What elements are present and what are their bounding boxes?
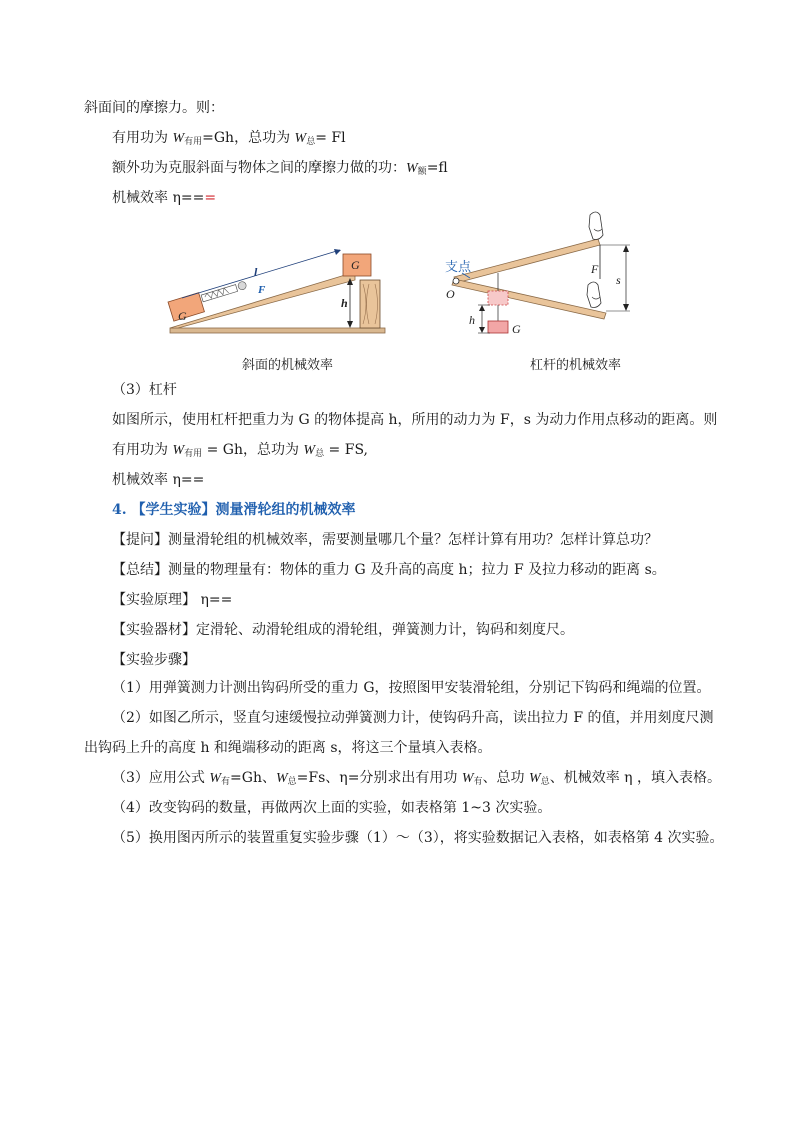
text: =Gh，总功为 bbox=[202, 130, 295, 146]
steps-title: 【实验步骤】 bbox=[112, 652, 196, 668]
symbol-W: W bbox=[172, 443, 185, 458]
useful-work-incline bbox=[112, 128, 346, 152]
hand-top bbox=[589, 212, 603, 240]
h-arrow-bottom bbox=[479, 327, 485, 333]
text: 机械效率 η== bbox=[112, 190, 205, 206]
subscript: 总 bbox=[540, 777, 550, 787]
section-lever-title: （3）杠杆 bbox=[112, 382, 177, 398]
symbol-W: W bbox=[172, 131, 185, 146]
subscript: 有 bbox=[473, 777, 483, 787]
label-pivot: 支点 bbox=[445, 259, 472, 274]
s-arrow-top bbox=[623, 245, 629, 252]
useful-work-lever bbox=[112, 440, 368, 464]
s-arrow-bottom bbox=[623, 304, 629, 311]
lever-upper bbox=[454, 239, 600, 283]
step-2-line-2: 出钩码上升的高度 h 和绳端移动的距离 s，将这三个量填入表格。 bbox=[84, 740, 492, 756]
efficiency-lever: 机械效率 η== bbox=[112, 472, 205, 488]
text: 有用功为 bbox=[112, 130, 173, 146]
symbol-W: W bbox=[209, 771, 222, 786]
spring-scale bbox=[201, 281, 247, 302]
lever-diagram bbox=[440, 205, 650, 345]
text: = Gh，总功为 bbox=[202, 442, 304, 458]
subscript: 有用 bbox=[184, 449, 203, 459]
symbol-W: W bbox=[275, 771, 288, 786]
subscript: 有用 bbox=[184, 137, 203, 147]
red-equals: = bbox=[204, 190, 217, 206]
incline-figure bbox=[160, 232, 400, 342]
label-l: l bbox=[254, 265, 258, 279]
subscript: 总 bbox=[315, 449, 325, 459]
efficiency-incline bbox=[112, 188, 216, 208]
principle: 【实验原理】 η== bbox=[112, 592, 233, 608]
text: 、总功 bbox=[482, 770, 530, 786]
support-block bbox=[360, 280, 380, 328]
text: 、机械效率 η ，填入表格。 bbox=[549, 770, 721, 786]
weight-solid bbox=[488, 321, 508, 333]
label-O: O bbox=[446, 287, 455, 301]
incline-caption: 斜面的机械效率 bbox=[242, 358, 334, 373]
label-F: F bbox=[591, 262, 599, 276]
symbol-W: W bbox=[294, 131, 307, 146]
step-3 bbox=[112, 768, 721, 792]
subscript: 总 bbox=[287, 777, 297, 787]
pivot-point bbox=[453, 278, 459, 284]
text: （3）应用公式 bbox=[112, 770, 210, 786]
lever-description: 如图所示，使用杠杆把重力为 G 的物体提高 h，所用的动力为 F，s 为动力作用点移动的距离。则 bbox=[112, 412, 718, 428]
subscript: 有 bbox=[221, 777, 231, 787]
h-arrow-top bbox=[479, 305, 485, 311]
label-G-top: G bbox=[351, 258, 360, 272]
label-h: h bbox=[341, 296, 348, 310]
l-arrow-head bbox=[334, 249, 341, 255]
text: 额外功为克服斜面与物体之间的摩擦力做的功： bbox=[112, 160, 406, 176]
text: =Gh、 bbox=[230, 770, 276, 786]
weight-dashed bbox=[488, 291, 508, 305]
equipment: 【实验器材】定滑轮、动滑轮组成的滑轮组，弹簧测力计，钩码和刻度尺。 bbox=[112, 622, 574, 638]
symbol-W: W bbox=[461, 771, 474, 786]
hand-bottom bbox=[587, 282, 601, 308]
subscript: 额 bbox=[417, 167, 427, 177]
text: =Fs、η=分别求出有用功 bbox=[296, 770, 462, 786]
label-h: h bbox=[469, 313, 475, 327]
extra-work-incline bbox=[112, 158, 448, 182]
lever-lower bbox=[452, 279, 606, 319]
label-G: G bbox=[512, 322, 521, 336]
incline-base bbox=[170, 328, 385, 333]
text: = FS, bbox=[324, 442, 368, 458]
text: 有用功为 bbox=[112, 442, 173, 458]
text-line-friction: 斜面间的摩擦力。则： bbox=[84, 100, 224, 116]
lever-caption: 杠杆的机械效率 bbox=[530, 358, 622, 373]
symbol-W: W bbox=[529, 771, 541, 786]
step-2-line-1: （2）如图乙所示，竖直匀速缓慢拉动弹簧测力计，使钩码升高，读出拉力 F 的值，并用刻度尺测 bbox=[112, 710, 714, 726]
step-4: （4）改变钩码的数量，再做两次上面的实验，如表格第 1~3 次实验。 bbox=[112, 800, 552, 816]
text: = Fl bbox=[315, 130, 346, 146]
question: 【提问】测量滑轮组的机械效率，需要测量哪几个量？怎样计算有用功？怎样计算总功？ bbox=[112, 532, 658, 548]
subscript: 总 bbox=[306, 137, 316, 147]
label-F: F bbox=[258, 284, 266, 296]
summary: 【总结】测量的物理量有：物体的重力 G 及升高的高度 h；拉力 F 及拉力移动的距离 s。 bbox=[112, 562, 666, 578]
symbol-W: W bbox=[303, 443, 316, 458]
symbol-W: W bbox=[406, 161, 418, 176]
label-G-bottom: G bbox=[178, 309, 187, 323]
lever-figure bbox=[440, 205, 650, 345]
incline-diagram bbox=[160, 232, 400, 342]
section-4-heading: 4. 【学生实验】测量滑轮组的机械效率 bbox=[112, 502, 356, 518]
label-s: s bbox=[616, 273, 621, 287]
text: =fl bbox=[426, 160, 448, 176]
h-arrow-bottom bbox=[347, 321, 353, 328]
step-1: （1）用弹簧测力计测出钩码所受的重力 G，按照图甲安装滑轮组，分别记下钩码和绳端的位置。 bbox=[112, 680, 711, 696]
step-5: （5）换用图丙所示的装置重复实验步骤（1）～（3），将实验数据记入表格，如表格第 4 次实验。 bbox=[112, 830, 724, 846]
